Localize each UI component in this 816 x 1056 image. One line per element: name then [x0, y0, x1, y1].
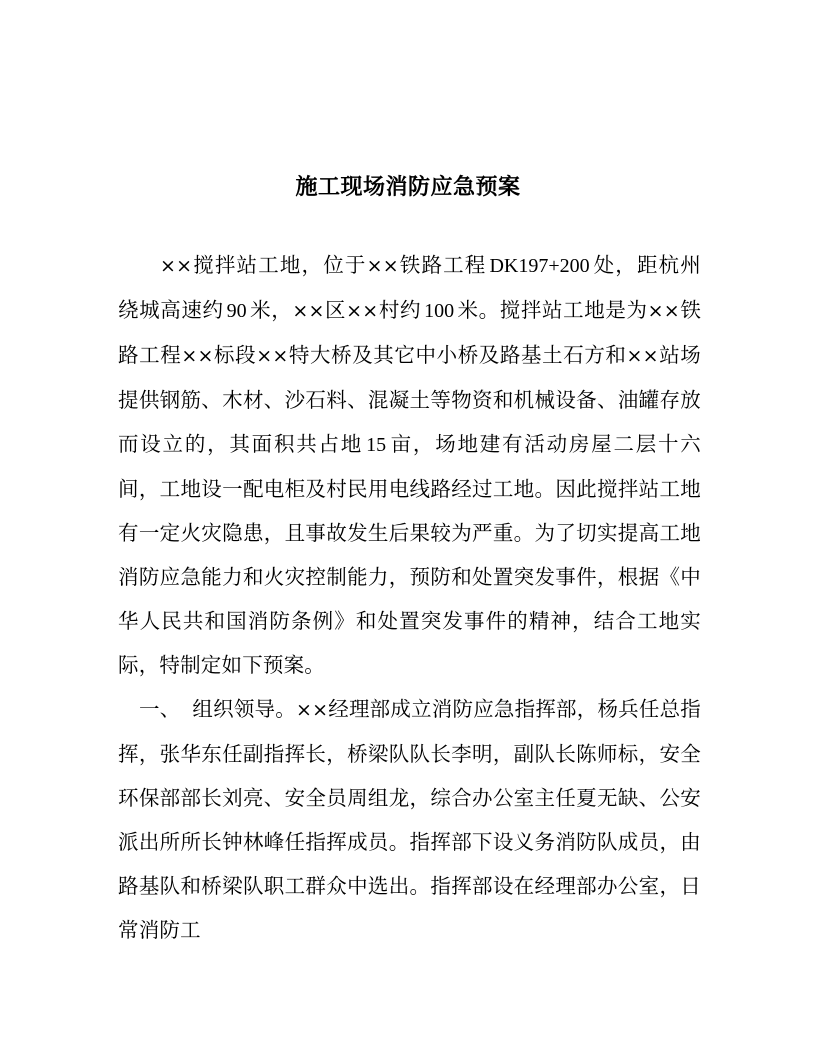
placeholder-run: ×× — [160, 255, 193, 277]
paragraph-intro — [118, 243, 701, 687]
text-run: 亩，场地建有活动房屋二层十六间，工地设一配电柜及村民用电线路经过工地。因此搅拌站工地有一定火灾隐患，且事故发生后果较为严重。为了切实提高工地消防应急能力和火灾控制能力，预防和处置突发事件，根据《中华人民共和国消防条例》和处置突发事件的精神，结合工地实际，特制定如下预案。 — [118, 432, 701, 677]
text-run: 米。搅拌站工地是为 — [457, 298, 648, 322]
text-run: 搅拌站工地，位于 — [192, 253, 367, 277]
page-title: 施工现场消防应急预案 — [295, 174, 521, 200]
placeholder-run: ×× — [256, 345, 289, 367]
text-run: 站场提供钢筋、木材、沙石料、混凝土等物资和机械设备、油罐存放而设立的，其面积共占地 — [118, 343, 702, 456]
text-run: 特大桥及其它中小桥及路基土石方和 — [288, 343, 627, 367]
text-run: 铁路工程 — [118, 298, 702, 367]
placeholder-run: ×× — [346, 300, 379, 322]
list-marker: 一、 — [139, 697, 181, 721]
placeholder-run: ×× — [295, 699, 329, 721]
latin-run: 90 — [226, 300, 247, 322]
latin-run: 100 — [424, 300, 455, 322]
latin-run: DK197+200 — [489, 255, 590, 277]
placeholder-run: ×× — [366, 255, 399, 277]
text-run: 标段 — [213, 343, 257, 367]
paragraph-section-one — [118, 687, 701, 952]
placeholder-run: ×× — [626, 345, 659, 367]
placeholder-run: ×× — [292, 300, 325, 322]
text-run: 区 — [324, 298, 347, 322]
text-run: 米， — [249, 298, 293, 322]
text-run: 村约 — [378, 298, 422, 322]
latin-run: 15 — [366, 434, 387, 456]
text-run: 经理部成立消防应急指挥部，杨兵任总指挥，张华东任副指挥长，桥梁队队长李明，副队长陈师标，安全环保部部长刘亮、安全员周组龙，综合办公室主任夏无缺、公安派出所所长钟林峰任指挥成员。指挥部下设义务消防队成员，由路基队和桥梁队职工群众中选出。指挥部设在经理部办公室，日常消防工 — [118, 697, 701, 942]
text-run: 组织领导。 — [192, 697, 296, 721]
text-run: 铁路工程 — [398, 253, 487, 277]
text-run: 处，距杭州绕城高速约 — [118, 253, 701, 322]
placeholder-run: ×× — [647, 300, 680, 322]
placeholder-run: ×× — [181, 345, 214, 367]
document-body — [118, 243, 701, 952]
